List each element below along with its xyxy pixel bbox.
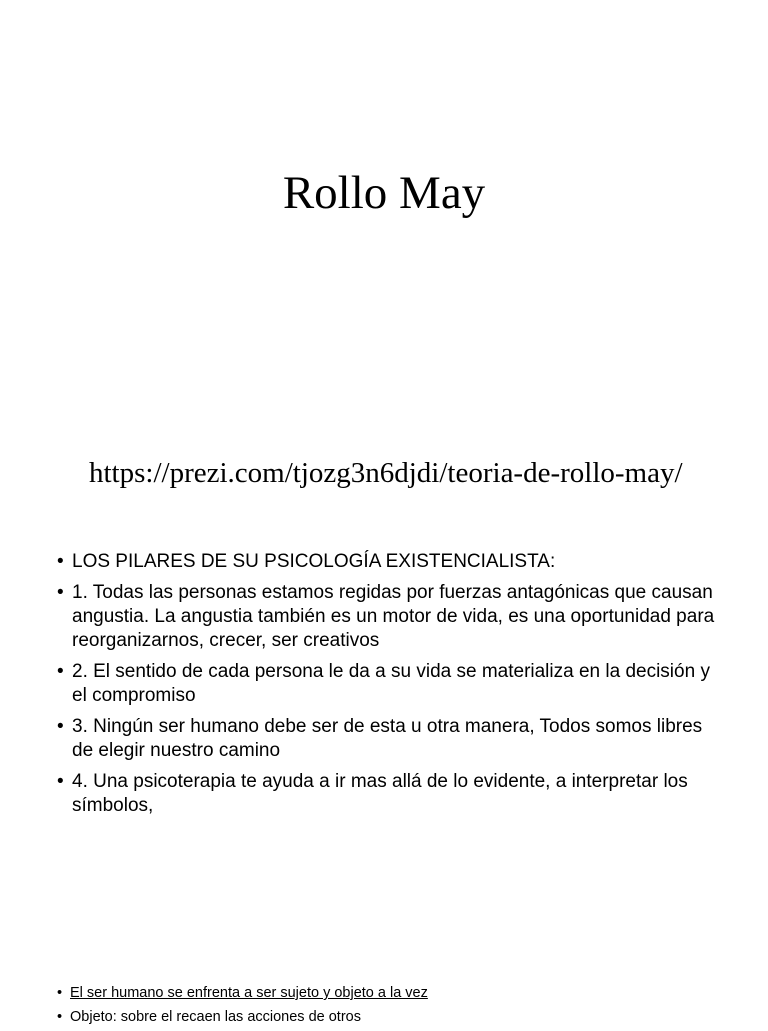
main-bullet-list xyxy=(57,550,717,825)
bullet-text: LOS PILARES DE SU PSICOLOGÍA EXISTENCIALISTA: xyxy=(72,551,556,572)
bullet-text: 2. El sentido de cada persona le da a su vida se materializa en la decisión y el compromiso xyxy=(72,661,710,706)
bullet-marker: • xyxy=(57,985,63,1001)
list-item xyxy=(57,983,737,1003)
bullet-marker: • xyxy=(57,661,64,682)
bullet-marker: • xyxy=(57,582,64,603)
bullet-text: Objeto: sobre el recaen las acciones de otros xyxy=(70,1009,361,1025)
list-item xyxy=(57,660,717,708)
bullet-text: 1. Todas las personas estamos regidas por fuerzas antagónicas que causan angustia. La angustia también es un motor de vida, es una oportunidad para reorganizarnos, crecer, ser creativos xyxy=(72,582,715,651)
list-item xyxy=(57,550,717,574)
bullet-marker: • xyxy=(57,551,64,572)
list-item xyxy=(57,770,717,818)
bullet-marker: • xyxy=(57,771,64,792)
bullet-marker: • xyxy=(57,1009,63,1025)
list-item xyxy=(57,1007,737,1027)
bullet-marker: • xyxy=(57,716,64,737)
list-item xyxy=(57,581,717,653)
slide-title: Rollo May xyxy=(282,167,486,219)
bullet-text: 3. Ningún ser humano debe ser de esta u otra manera, Todos somos libres de elegir nuestro camino xyxy=(72,716,703,761)
bullet-text: 4. Una psicoterapia te ayuda a ir mas allá de lo evidente, a interpretar los símbolos, xyxy=(72,771,688,816)
prezi-link[interactable]: https://prezi.com/tjozg3n6djdi/teoria-de-rollo-may/ xyxy=(89,457,683,489)
bullet-text: El ser humano se enfrenta a ser sujeto y objeto a la vez xyxy=(70,985,428,1001)
list-item xyxy=(57,715,717,763)
